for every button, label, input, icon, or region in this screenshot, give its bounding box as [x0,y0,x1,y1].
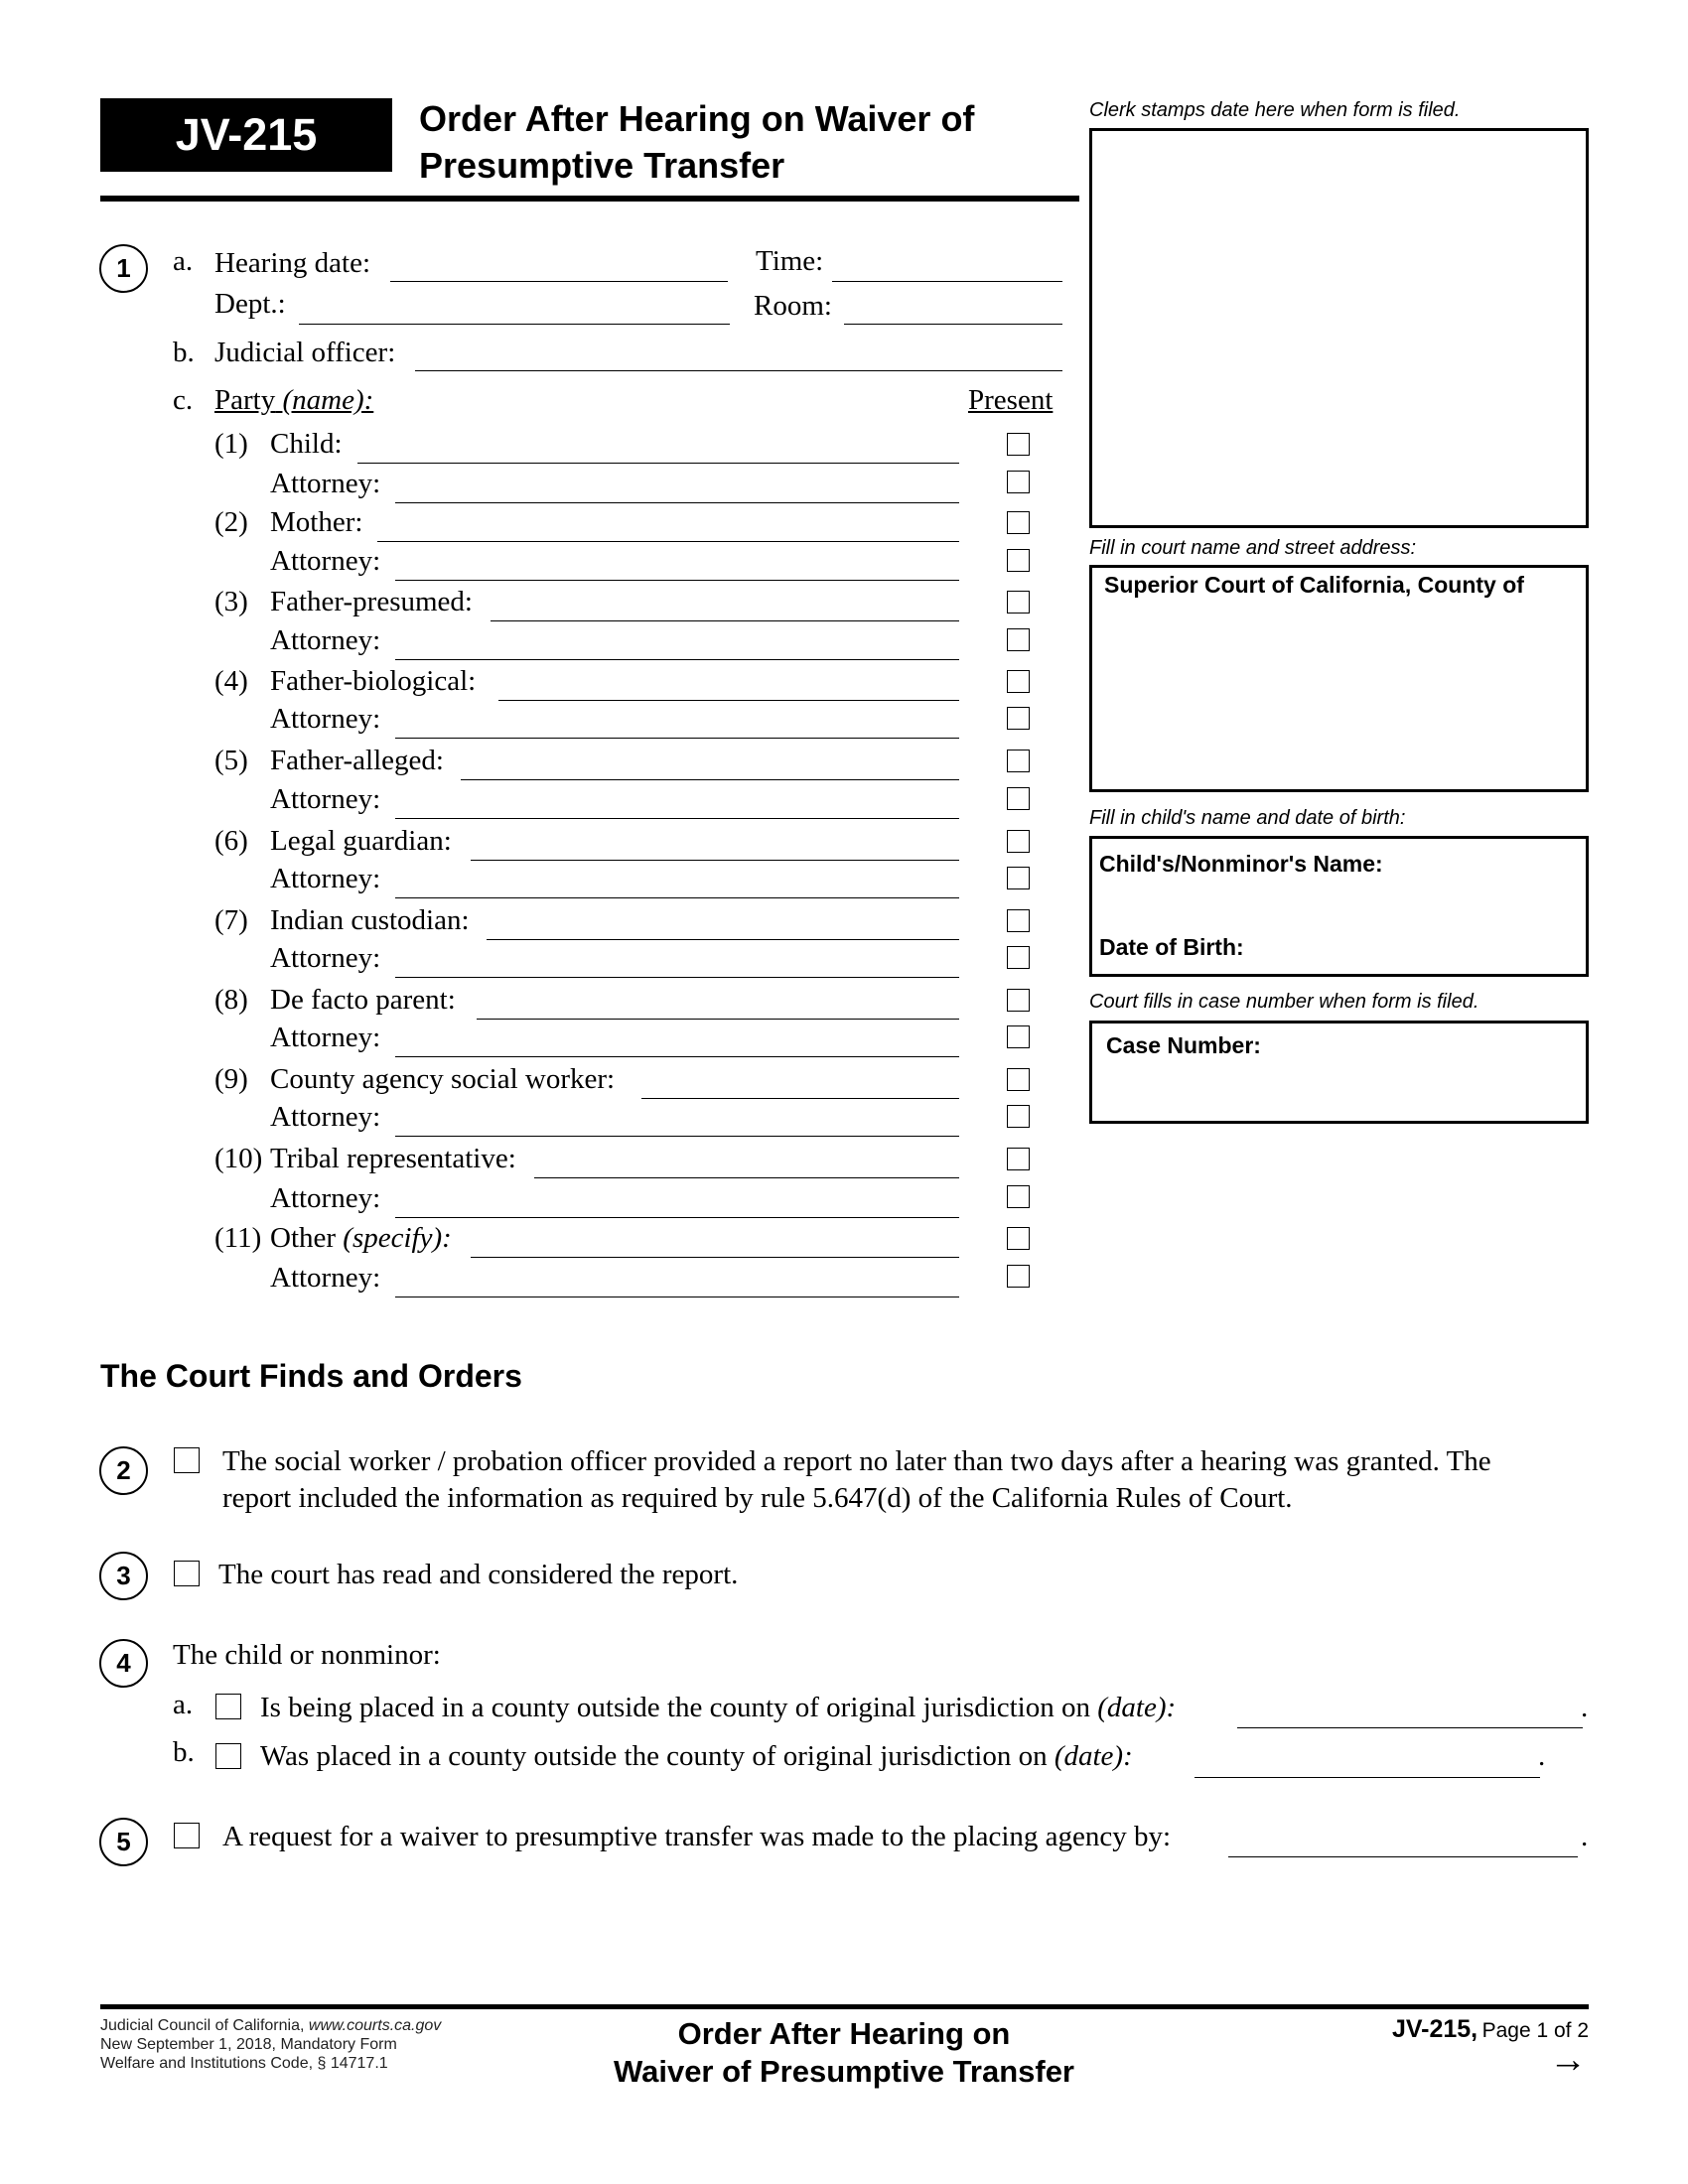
court-address-label: Superior Court of California, County of [1104,572,1524,598]
party-label: Party [214,384,276,416]
party-name-field[interactable] [471,860,959,861]
attorney-label: Attorney: [270,1022,381,1053]
case-number-note: Court fills in case number when form is filed. [1089,991,1479,1013]
party-label: Child: [270,428,343,460]
present-checkbox[interactable] [1007,909,1030,932]
item-4b-date-field[interactable] [1195,1777,1540,1778]
findings-heading: The Court Finds and Orders [100,1358,522,1394]
item-4a-date-field[interactable] [1237,1727,1583,1728]
footer-title-line1: Order After Hearing on [677,2016,1011,2051]
party-label: Tribal representative: [270,1143,516,1174]
attorney-name-field[interactable] [395,1136,959,1137]
item-2-checkbox[interactable] [174,1447,200,1473]
footer-title-line2: Waiver of Presumptive Transfer [613,2054,1075,2089]
footer-page-info [1291,2015,1589,2044]
party-label: Father-biological: [270,665,477,697]
room-label: Room: [754,290,832,322]
item-5-period: . [1581,1821,1589,1852]
judicial-officer-field[interactable] [415,370,1062,371]
item-4a-text [260,1691,1176,1724]
attorney-present-checkbox[interactable] [1007,471,1030,493]
item-4b-main-text: Was placed in a county outside the county of original jurisdiction on [260,1740,1048,1772]
present-checkbox[interactable] [1007,511,1030,534]
attorney-present-checkbox[interactable] [1007,707,1030,730]
attorney-name-field[interactable] [395,897,959,898]
party-number: (5) [214,745,248,776]
item-2-text [222,1443,1491,1517]
present-checkbox[interactable] [1007,1227,1030,1250]
item-2-text-line2: report included the information as required by rule 5.647(d) of the California Rules of Court. [222,1482,1293,1514]
room-field[interactable] [844,324,1062,325]
party-name-field[interactable] [491,620,959,621]
party-number: (1) [214,428,248,460]
attorney-present-checkbox[interactable] [1007,946,1030,969]
item-4b-text [260,1739,1133,1773]
party-label: County agency social worker: [270,1063,616,1095]
party-label: Father-alleged: [270,745,444,776]
party-label-other [270,1221,452,1255]
item-5-text: A request for a waiver to presumptive transfer was made to the placing agency by: [222,1821,1172,1852]
item-2-text-line1: The social worker / probation officer provided a report no later than two days after a hearing was granted. The [222,1445,1491,1477]
item-4a-checkbox[interactable] [215,1694,241,1719]
item-4a-date-hint: (date): [1097,1692,1177,1723]
attorney-present-checkbox[interactable] [1007,1105,1030,1128]
item-4b-checkbox[interactable] [215,1743,241,1769]
party-number: (2) [214,506,248,538]
present-checkbox[interactable] [1007,1068,1030,1091]
attorney-name-field[interactable] [395,818,959,819]
time-field[interactable] [832,281,1062,282]
party-number: (3) [214,586,248,617]
party-label: Indian custodian: [270,904,470,936]
attorney-label: Attorney: [270,942,381,974]
attorney-name-field[interactable] [395,977,959,978]
party-number: (7) [214,904,248,936]
party-name-field[interactable] [477,1019,959,1020]
party-label: Legal guardian: [270,825,452,857]
child-info-box[interactable] [1089,836,1589,977]
item-5-checkbox[interactable] [174,1823,200,1848]
item-1-number: 1 [99,244,148,293]
party-number: (9) [214,1063,248,1095]
clerk-stamp-box[interactable] [1089,128,1589,528]
footer-council: Judicial Council of California, [100,2017,305,2034]
party-name-field[interactable] [534,1177,959,1178]
present-header: Present [968,384,1054,416]
present-checkbox[interactable] [1007,830,1030,853]
item-4a-letter: a. [173,1689,194,1720]
form-title [419,95,1074,189]
party-label: Father-presumed: [270,586,473,617]
footer-page-count: Page 1 of 2 [1481,2019,1589,2042]
item-4a-main-text: Is being placed in a county outside the county of original jurisdiction on [260,1692,1090,1723]
item-4b-period: . [1538,1740,1546,1772]
next-page-arrow-icon: → [1549,2039,1587,2081]
footer-form-number: JV-215, [1391,2015,1478,2043]
footer-rule [100,2004,1589,2009]
attorney-name-field[interactable] [395,659,959,660]
form-title-line1: Order After Hearing on Waiver of [419,98,975,139]
attorney-label: Attorney: [270,545,381,577]
footer-left-line1 [100,2016,441,2035]
footer-left [100,2016,441,2073]
present-checkbox[interactable] [1007,989,1030,1012]
attorney-name-field[interactable] [395,738,959,739]
hearing-date-field[interactable] [390,281,728,282]
attorney-present-checkbox[interactable] [1007,549,1030,572]
item-5-number: 5 [99,1818,148,1866]
item-3-checkbox[interactable] [174,1561,200,1586]
footer-title [556,2015,1132,2091]
time-label: Time: [756,245,824,277]
present-checkbox[interactable] [1007,670,1030,693]
item-4-intro: The child or nonminor: [173,1639,441,1671]
party-number: (4) [214,665,248,697]
party-number: (10) [214,1143,263,1174]
header-rule [100,196,1079,202]
item-4b-date-hint: (date): [1054,1740,1133,1772]
item-4a-period: . [1581,1692,1589,1723]
attorney-label: Attorney: [270,468,381,499]
attorney-present-checkbox[interactable] [1007,787,1030,810]
party-name-field[interactable] [498,700,959,701]
item-1a-letter: a. [173,245,194,277]
form-number-badge: JV-215 [100,98,392,172]
party-label: De facto parent: [270,984,456,1016]
item-1c-letter: c. [173,384,194,416]
dept-field[interactable] [299,324,730,325]
attorney-label: Attorney: [270,863,381,894]
attorney-label: Attorney: [270,703,381,735]
party-other-hint: (specify): [343,1222,452,1254]
form-title-line2: Presumptive Transfer [419,145,785,186]
case-number-box[interactable] [1089,1021,1589,1124]
attorney-label: Attorney: [270,783,381,815]
attorney-present-checkbox[interactable] [1007,1185,1030,1208]
present-checkbox[interactable] [1007,433,1030,456]
present-checkbox[interactable] [1007,1148,1030,1170]
attorney-present-checkbox[interactable] [1007,628,1030,651]
item-4b-letter: b. [173,1736,195,1768]
party-name-field[interactable] [471,1257,959,1258]
attorney-label: Attorney: [270,1182,381,1214]
attorney-name-field[interactable] [395,1217,959,1218]
item-5-field[interactable] [1228,1856,1578,1857]
court-address-note: Fill in court name and street address: [1089,537,1417,559]
attorney-name-field[interactable] [395,580,959,581]
party-name-hint: (name): [282,384,374,416]
judicial-officer-label: Judicial officer: [214,337,396,368]
footer-left-line2: New September 1, 2018, Mandatory Form [100,2036,397,2053]
attorney-present-checkbox[interactable] [1007,1025,1030,1048]
hearing-date-label: Hearing date: [214,247,371,279]
dob-label: Date of Birth: [1099,934,1244,960]
child-info-note: Fill in child's name and date of birth: [1089,807,1406,829]
attorney-label: Attorney: [270,1101,381,1133]
court-address-box[interactable] [1089,565,1589,792]
attorney-label: Attorney: [270,1262,381,1294]
party-name-field[interactable] [357,463,959,464]
party-number: (8) [214,984,248,1016]
child-name-label: Child's/Nonminor's Name: [1099,851,1383,877]
case-number-label: Case Number: [1106,1032,1261,1058]
attorney-name-field[interactable] [395,502,959,503]
item-3-text: The court has read and considered the report. [218,1559,739,1590]
dept-label: Dept.: [214,288,286,320]
item-2-number: 2 [99,1446,148,1495]
present-checkbox[interactable] [1007,591,1030,614]
item-3-number: 3 [99,1552,148,1600]
party-name-field[interactable] [487,939,959,940]
item-4-number: 4 [99,1639,148,1688]
attorney-present-checkbox[interactable] [1007,1265,1030,1288]
party-name-header [214,383,373,417]
party-name-field[interactable] [377,541,959,542]
item-1b-letter: b. [173,337,195,368]
attorney-present-checkbox[interactable] [1007,867,1030,889]
footer-left-line3: Welfare and Institutions Code, § 14717.1 [100,2055,388,2072]
attorney-label: Attorney: [270,624,381,656]
party-other-label: Other [270,1222,337,1254]
party-number: (6) [214,825,248,857]
attorney-name-field[interactable] [395,1056,959,1057]
present-checkbox[interactable] [1007,750,1030,772]
party-number: (11) [214,1222,262,1254]
party-name-field[interactable] [641,1098,959,1099]
footer-url[interactable]: www.courts.ca.gov [308,2017,442,2034]
party-name-field[interactable] [461,779,959,780]
clerk-stamp-note: Clerk stamps date here when form is filed. [1089,99,1461,121]
party-label: Mother: [270,506,363,538]
